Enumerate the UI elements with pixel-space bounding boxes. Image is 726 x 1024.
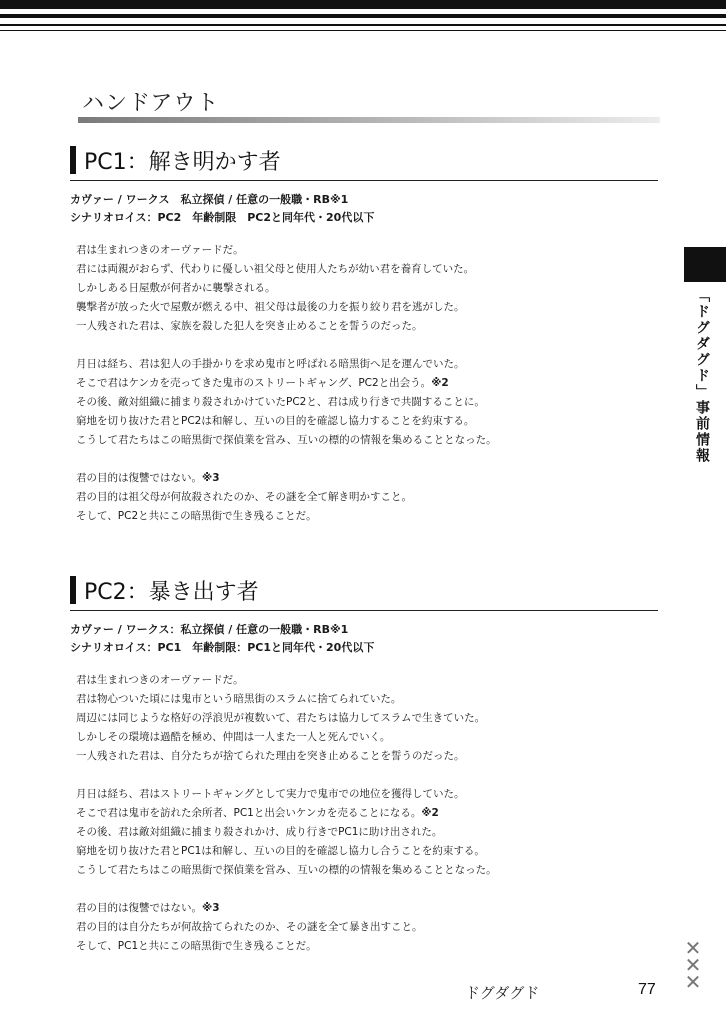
x-mark-icon: ✕ — [684, 970, 702, 994]
text-line: こうして君たちはこの暗黒街で探偵業を営み、互いの標的の情報を集めることとなった。 — [76, 434, 497, 446]
top-border-hairline — [0, 30, 726, 31]
text-line: 君の目的は復讐ではない。※3 — [76, 902, 220, 914]
x-mark-icon: ✕ — [684, 936, 702, 960]
text-line: 周辺には同じような格好の浮浪児が複数いて、君たちは協力してスラムで生きていた。 — [76, 712, 486, 724]
text-line: 窮地を切り抜けた君とPC2は和解し、互いの目的を確認し協力することを約束する。 — [76, 415, 475, 427]
text-line: 君は物心ついた頃には鬼市という暗黒街のスラムに捨てられていた。 — [76, 693, 402, 705]
section-header — [70, 142, 658, 181]
paragraph — [76, 469, 658, 526]
text-line: 君の目的は祖父母が何故殺されたのか、その謎を全て解き明かすこと。 — [76, 491, 412, 503]
text-line: 君の目的は自分たちが何故捨てられたのか、その謎を全て暴き出すこと。 — [76, 921, 423, 933]
section-body — [70, 241, 658, 526]
page-title: ハンドアウト — [82, 91, 220, 116]
section-marker — [70, 576, 76, 604]
section-pc1 — [70, 142, 658, 526]
paragraph — [76, 671, 658, 766]
section-meta — [70, 621, 658, 657]
meta-scenario-lois: シナリオロイス：PC2 年齢制限 PC2と同年代・20代以下 — [70, 211, 375, 224]
text-line: 一人残された君は、家族を殺した犯人を突き止めることを誓うのだった。 — [76, 320, 423, 332]
section-meta — [70, 191, 658, 227]
footnote-mark: ※2 — [431, 377, 449, 389]
text-line: しかしその環境は過酷を極め、仲間は一人また一人と死んでいく。 — [76, 731, 391, 743]
paragraph — [76, 785, 658, 880]
paragraph — [76, 355, 658, 450]
text-line: 月日は経ち、君はストリートギャングとして実力で鬼市での地位を獲得していた。 — [76, 788, 465, 800]
meta-cover-works: カヴァー / ワークス：私立探偵 / 任意の一般職・RB※1 — [70, 623, 349, 636]
footer-title: ドグダグド — [465, 984, 540, 1002]
text-line: 月日は経ち、君は犯人の手掛かりを求め鬼市と呼ばれる暗黒街へ足を運んでいた。 — [76, 358, 465, 370]
footnote-mark: ※2 — [421, 807, 439, 819]
text-line: そこで君はケンカを売ってきた鬼市のストリートギャング、PC2と出会う。※2 — [76, 377, 449, 389]
text-line: 一人残された君は、自分たちが捨てられた理由を突き止めることを誓うのだった。 — [76, 750, 465, 762]
text-line: そして、PC1と共にこの暗黒街で生き残ることだ。 — [76, 940, 317, 952]
paragraph — [76, 241, 658, 336]
text-line: 君には両親がおらず、代わりに優しい祖父母と使用人たちが幼い君を養育していた。 — [76, 263, 475, 275]
footnote-mark: ※3 — [202, 472, 220, 484]
section-title: PC1：解き明かす者 — [84, 150, 281, 175]
text-line: そこで君は鬼市を訪れた余所者、PC1と出会いケンカを売ることになる。※2 — [76, 807, 439, 819]
text-line: 君の目的は復讐ではない。※3 — [76, 472, 220, 484]
text-line: 君は生まれつきのオーヴァードだ。 — [76, 244, 244, 256]
meta-cover-works: カヴァー / ワークス 私立探偵 / 任意の一般職・RB※1 — [70, 193, 349, 206]
section-title: PC2：暴き出す者 — [84, 580, 259, 605]
top-border-thin — [0, 24, 726, 26]
section-marker — [70, 146, 76, 174]
side-tab-label: 「ドグダグド」事前情報 — [694, 288, 710, 464]
text-line: その後、君は敵対組織に捕まり殺されかけ、成り行きでPC1に助け出された。 — [76, 826, 443, 838]
title-gradient-rule — [78, 117, 660, 123]
section-pc2 — [70, 572, 658, 956]
top-border-thick — [0, 0, 726, 9]
section-body — [70, 671, 658, 956]
text-line: 襲撃者が放った火で屋敷が燃える中、祖父母は最後の力を振り絞り君を逃がした。 — [76, 301, 465, 313]
section-header — [70, 572, 658, 611]
page-number: 77 — [638, 981, 656, 998]
text-line: 君は生まれつきのオーヴァードだ。 — [76, 674, 244, 686]
text-line: しかしある日屋敷が何者かに襲撃される。 — [76, 282, 276, 294]
text-line: 窮地を切り抜けた君とPC1は和解し、互いの目的を確認し協力し合うことを約束する。 — [76, 845, 485, 857]
text-line: こうして君たちはこの暗黒街で探偵業を営み、互いの標的の情報を集めることとなった。 — [76, 864, 497, 876]
footnote-mark: ※3 — [202, 902, 220, 914]
decorative-x-marks — [683, 936, 703, 994]
top-border-medium — [0, 14, 726, 18]
paragraph — [76, 899, 658, 956]
side-tab-block — [684, 247, 726, 282]
meta-scenario-lois: シナリオロイス：PC1 年齢制限：PC1と同年代・20代以下 — [70, 641, 375, 654]
text-line: その後、敵対組織に捕まり殺されかけていたPC2と、君は成り行きで共闘することに。 — [76, 396, 485, 408]
text-line: そして、PC2と共にこの暗黒街で生き残ることだ。 — [76, 510, 317, 522]
x-mark-icon: ✕ — [684, 953, 702, 977]
